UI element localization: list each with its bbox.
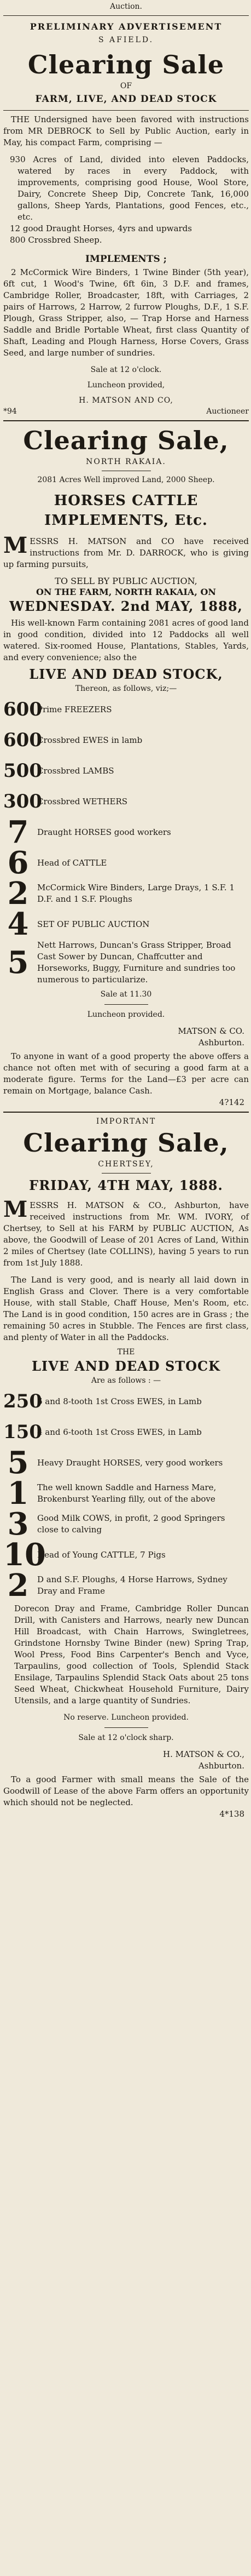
implements-list: Dorecon Dray and Frame, Cambridge Roller Duncan Drill, with Canisters and Harrows, nearly new Duncan Hill Broadcast, with Chain Harrows, Swingletrees, Grindstone Hornsby Twine Binder (new) Spring Trap, Wool Press, Food Bins Carpenter's Bench and Vyce, Tarpaulins, good collection of Tools, Splendid Stack Ensilage, Tarpaulins Splendid Stack Oats about 25 tons Seed Wheat, Chickwheat Household Furniture, Dairy Utensils, and a large quantity of Sundries. (14, 1604, 249, 1705)
divider (3, 420, 249, 421)
advert-notice: To a good Farmer with small means the Sale of the Goodwill of Lease of the above Farm offers an opportunity which should not be neglected. (3, 1774, 249, 1807)
sale-time: Sale at 12 o'clock sharp. (78, 1733, 174, 1742)
luncheon-note: Luncheon provided. (87, 1010, 165, 1019)
sale-time: Sale at 11.30 (100, 990, 152, 999)
stock-quantity: 150 (3, 1421, 42, 1443)
reference-number: 4?142 (219, 1097, 244, 1107)
section-label: Auction. (110, 2, 142, 11)
stock-row (3, 1475, 249, 1512)
agent-place: Ashburton. (198, 1038, 244, 1047)
advert-intro (3, 1197, 249, 1269)
live-dead-heading: LIVE AND DEAD STOCK (31, 1358, 221, 1374)
stock-description: McCormick Wire Binders, Large Drays, 1 S.F. 1 D.F. and 1 S.F. Ploughs (37, 883, 235, 904)
stock-description: Nett Harrows, Duncan's Grass Stripper, Broad Cast Sower by Duncan, Chaffcutter and Horseworks, Buggy, Furniture and sundries too numerous to particularize. (37, 940, 236, 984)
advert-subtitle: FARM, LIVE, AND DEAD STOCK (35, 94, 217, 105)
stock-quantity: 300 (3, 791, 42, 812)
advert-intro: THE Undersigned have been favored with instructions from MR DEBROCK to Sell by Public Auction, early in May, his compact Farm, comprising — (3, 115, 249, 147)
stock-quantity: 600 (3, 729, 42, 751)
stock-quantity: 10 (3, 1537, 46, 1573)
stock-quantity: 2 (7, 1567, 29, 1604)
implements-list: 2 McCormick Wire Binders, 1 Twine Binder (5th year), 6ft cut, 1 Wood's Twine, 6ft 6in, 3 D.F. and frames, Cambridge Roller, Broadcaster, 18ft, with Carriages, 2 pairs of Harrows, 2 Harrow, 2 furrow Ploughs, D.F., 1 S.F. Plough, Grass Stripper, also, — Trap Horse and Harness Saddle and Bridle Portable Wheat, first class Quantity of Shaft, Leading and Plough Harness, Horse Covers, Grass Seed, and large number of sundries. (3, 267, 249, 358)
auctioneer-name: H. MATSON AND CO, (79, 396, 173, 405)
stock-row (3, 755, 249, 786)
the-word: THE (117, 1348, 135, 1356)
divider (104, 1727, 148, 1728)
stock-list (3, 694, 249, 986)
stock-quantity: 2 (7, 875, 29, 912)
advert-banner: HORSES CATTLE IMPLEMENTS, Etc. (44, 493, 208, 529)
divider (3, 110, 249, 111)
advert-locality: NORTH RAKAIA. (86, 457, 166, 466)
stock-description: 4 and 6-tooth 1st Cross EWES, in Lamb (37, 1427, 202, 1437)
advert-notice: To anyone in want of a good property the above offers a chance not often met with of securing a good farm at a moderate figure. Terms for the Land—£3 per acre can remain on Mortgage, balance Cash. (3, 1051, 249, 1096)
live-dead-heading: LIVE AND DEAD STOCK, (29, 666, 223, 682)
stock-row (3, 814, 249, 850)
stock-quantity: 5 (7, 944, 29, 981)
sale-date: FRIDAY, 4TH MAY, 1888. (29, 1177, 223, 1193)
stock-quantity: 500 (3, 760, 42, 782)
drop-cap: M (3, 1197, 28, 1222)
land-summary: 2081 Acres Well improved Land, 2000 Sheep. (37, 476, 215, 484)
divider (104, 1004, 148, 1005)
stock-row (3, 725, 249, 755)
stock-quantity: 7 (7, 814, 29, 850)
stock-quantity: 6 (7, 845, 29, 881)
stock-row (3, 906, 249, 942)
divider (3, 1112, 249, 1113)
stock-description: Crossbred WETHERS (37, 796, 128, 806)
stock-quantity: 1 (7, 1475, 29, 1512)
stock-row (3, 1445, 249, 1481)
stock-quantity: 600 (3, 699, 42, 720)
land-description: The Land is very good, and is nearly all laid down in English Grass and Clover. There is a very comfortable House, with stall Stable, Chaff House, Men's Room, etc. The Land is in good condition, 150 acres are in Grass ; the remaining 50 acres in Stubble. The Fences are first class, and plenty of Water in all the Paddocks. (3, 1275, 249, 1342)
stock-description: Head of CATTLE (37, 857, 107, 868)
advert-locality: CHERTSEY, (98, 1160, 154, 1169)
advert-north-rakaia (3, 425, 249, 1108)
stock-row (3, 845, 249, 881)
stock-description: Crossbred EWES in lamb (37, 735, 143, 745)
stock-description: Good Milk COWS, in profit, 2 good Springers close to calving (37, 1513, 225, 1535)
advert-seafield (3, 19, 249, 417)
divider (3, 15, 249, 16)
advert-chertsey (3, 1116, 249, 1820)
agent-place: Ashburton. (198, 1761, 244, 1771)
stock-row (3, 1417, 249, 1447)
luncheon-note: Luncheon provided, (87, 381, 165, 390)
stock-description: Head of Young CATTLE, 7 Pigs (37, 1549, 166, 1560)
stock-row (3, 1537, 249, 1573)
stock-description: The well known Saddle and Harness Mare, Brokenburst Yearling filly, out of the above (37, 1482, 217, 1504)
advert-of: OF (120, 82, 132, 90)
stock-row (3, 786, 249, 817)
stock-list (3, 1386, 249, 1604)
signature-row (3, 406, 249, 417)
advert-title: Clearing Sale (27, 50, 225, 79)
stock-quantity: 3 (7, 1506, 29, 1542)
advert-item: 12 good Draught Horses, 4yrs and upwards (10, 224, 192, 233)
advert-item: 930 Acres of Land, divided into eleven Paddocks, watered by races in every Paddock, with improvements, comprising good House, Wool Store, Dairy, Concrete Sheep Dip, Concrete Tank, 16,000 gallons, Sheep Yards, Plantations, good Fences, etc., etc. (10, 154, 249, 222)
stock-description: D and S.F. Ploughs, 4 Horse Harrows, Sydney Dray and Frame (37, 1575, 227, 1596)
stock-row (3, 694, 249, 725)
advert-intro (3, 533, 249, 570)
implements-heading: IMPLEMENTS ; (85, 254, 167, 265)
stock-quantity: 250 (3, 1390, 42, 1412)
auctioneer-role: Auctioneer (206, 407, 249, 416)
stock-description: Crossbred LAMBS (37, 765, 114, 776)
stock-row (3, 1506, 249, 1542)
advert-title: Clearing Sale, (23, 1128, 229, 1158)
stock-description: Heavy Draught HORSES, very good workers (37, 1457, 223, 1468)
thereon-line: Thereon, as follows, viz;— (75, 684, 177, 693)
stock-row (3, 940, 249, 986)
advert-header: PRELIMINARY ADVERTISEMENT (30, 21, 223, 32)
agent-name: H. MATSON & CO., (162, 1749, 244, 1759)
agent-name: MATSON & CO. (178, 1026, 244, 1036)
stock-quantity: 5 (7, 1445, 29, 1481)
drop-cap: M (3, 533, 28, 558)
farm-details: His well-known Farm containing 2081 acres of good land in good condition, divided into 12 Paddocks all well watered. Six-roomed House, Plantations, Stables, Yards, and every convenience; also the (3, 618, 249, 662)
sell-line: TO SELL BY PUBLIC AUCTION, (55, 576, 197, 586)
advert-item: 800 Crossbred Sheep. (10, 235, 102, 245)
reserve-note: No reserve. Luncheon provided. (63, 1713, 189, 1722)
sale-time: Sale at 12 o'clock. (90, 365, 162, 374)
stock-description: 6 and 8-tooth 1st Cross EWES, in Lamb (37, 1396, 202, 1406)
are-as-line: Are as follows : — (91, 1376, 161, 1385)
advert-header: IMPORTANT (96, 1117, 156, 1126)
stock-row (3, 1386, 249, 1417)
farm-line: ON THE FARM, NORTH RAKAIA, ON (36, 587, 217, 597)
stock-description: Draught HORSES good workers (37, 827, 171, 837)
intro-text: ESSRS H. MATSON & CO., Ashburton, have received instructions from Mr. WM. IVORY, of Chertsey, to Sell at his FARM by PUBLIC AUCTION, As above, the Goodwill of Lease of 201 Acres of Land, Within 2 miles of Chertsey (late COLLINS), having 5 years to run from 1st July 1888. (3, 1200, 249, 1268)
reference-number: *94 (3, 407, 17, 416)
advert-title: Clearing Sale, (23, 426, 229, 455)
stock-description: Prime FREEZERS (37, 704, 112, 714)
sale-date: WEDNESDAY. 2nd MAY, 1888, (9, 598, 243, 614)
intro-text: ESSRS H. MATSON and CO have received instructions from Mr. D. DARROCK, who is giving up farming pursuits, (3, 536, 249, 569)
advert-locality: S AFIELD. (98, 36, 154, 44)
stock-description: SET OF PUBLIC AUCTION (37, 919, 150, 929)
stock-quantity: 4 (7, 906, 29, 942)
stock-row (3, 875, 249, 912)
reference-number: 4*138 (219, 1809, 244, 1819)
stock-row (3, 1567, 249, 1604)
